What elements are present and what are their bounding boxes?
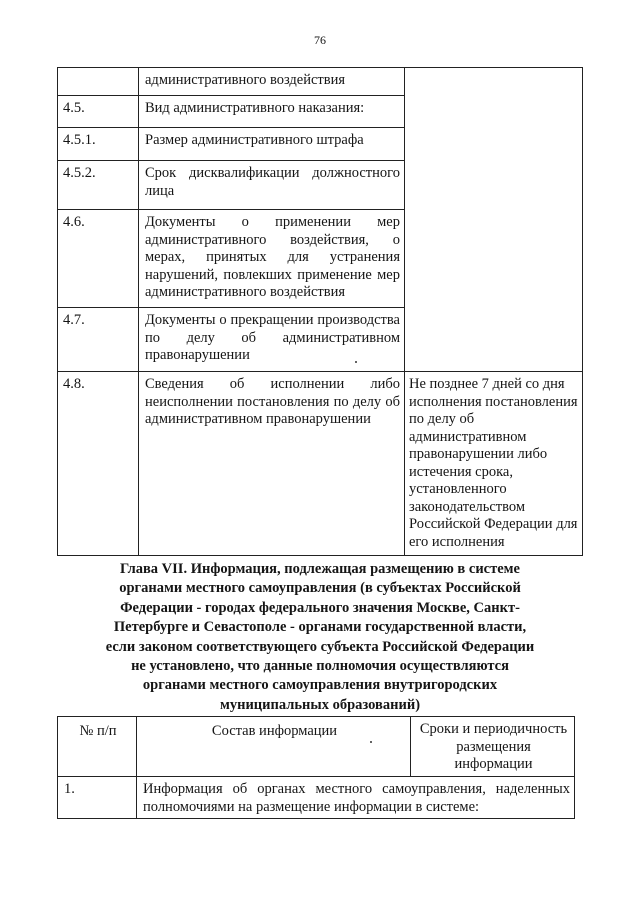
chapter-information-table (57, 716, 575, 819)
row-number (58, 68, 139, 96)
table-row (58, 777, 575, 819)
row-description: Сведения об исполнении либо неисполнении постановления по делу об административном правонарушении (139, 372, 405, 556)
header-composition: Состав информации (137, 717, 411, 777)
row-term-empty (405, 68, 583, 372)
header-terms: Сроки и периодичность размещения информации (411, 717, 575, 777)
row-number: 4.6. (58, 210, 139, 308)
row-number: 4.5.1. (58, 128, 139, 161)
row-description: Размер административного штрафа (139, 128, 405, 161)
table-row (58, 68, 583, 96)
row-number: 4.5.2. (58, 161, 139, 210)
table-header-row (58, 717, 575, 777)
row-description: Вид административного наказания: (139, 96, 405, 128)
row-text: Информация об органах местного самоуправления, наделенных полномочиями на размещение информации в системе: (137, 777, 575, 819)
row-number: 4.8. (58, 372, 139, 556)
row-number: 4.7. (58, 308, 139, 372)
row-description: Документы о прекращении производства по делу об административном правонарушении (139, 308, 405, 372)
row-description: Срок дисквалификации должностного лица (139, 161, 405, 210)
header-number: № п/п (58, 717, 137, 777)
page-number: 76 (314, 33, 326, 47)
scan-speck (355, 361, 357, 363)
row-number: 1. (58, 777, 137, 819)
table-row (58, 372, 583, 556)
row-description: административного воздействия (139, 68, 405, 96)
information-table-continuation (57, 67, 583, 556)
row-term: Не позднее 7 дней со дня исполнения постановления по делу об административном правонарушении либо истечения срока, установленного законодательством Российской Федерации для его исполнения (405, 372, 583, 556)
row-number: 4.5. (58, 96, 139, 128)
scan-speck (370, 741, 372, 743)
chapter-heading: Глава VII. Информация, подлежащая размещению в системе органами местного самоуправления (в субъектах Российской Федерации - городах федерального значения Москве, Санкт-Петербурге и Севастополе - органами государственной власти, если законом соответствующего субъекта Российской Федерации не установлено, что данные полномочия осуществляются органами местного самоуправления внутригородских муниципальных образований) (105, 561, 535, 713)
row-description: Документы о применении мер административного воздействия, о мерах, принятых для устранения нарушений, повлекших применение мер административного воздействия (139, 210, 405, 308)
